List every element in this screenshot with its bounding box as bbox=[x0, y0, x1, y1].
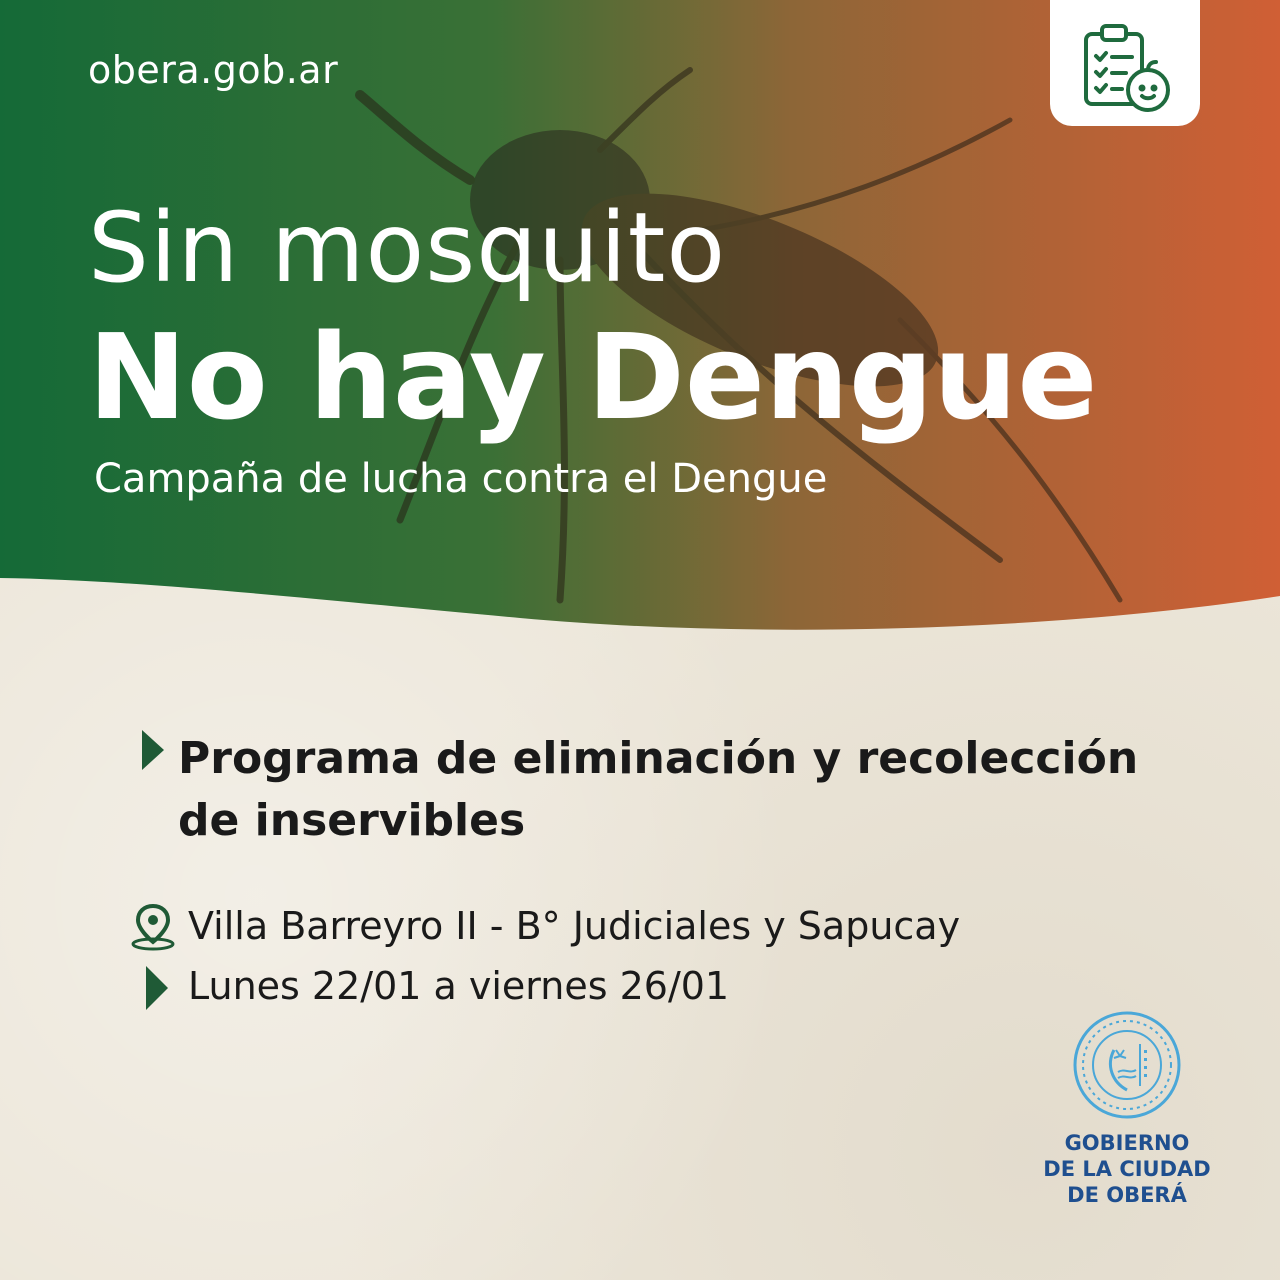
site-url[interactable]: obera.gob.ar bbox=[88, 48, 339, 92]
oberá-seal-icon bbox=[1072, 1010, 1182, 1120]
location-pin-icon bbox=[128, 902, 178, 952]
dates-text: Lunes 22/01 a viernes 26/01 bbox=[188, 964, 730, 1008]
dates-bullet-icon bbox=[142, 964, 172, 1012]
program-line-2: de inservibles bbox=[178, 795, 526, 846]
government-line-1: GOBIERNO bbox=[1064, 1131, 1190, 1155]
program-bullet-icon bbox=[138, 728, 168, 772]
program-badge bbox=[1050, 0, 1200, 126]
title-line-1: Sin mosquito bbox=[88, 192, 727, 304]
clipboard-apple-icon bbox=[1078, 20, 1174, 116]
government-wordmark bbox=[1032, 1130, 1222, 1208]
program-heading bbox=[178, 728, 1158, 852]
program-line-1: Programa de eliminación y recolección bbox=[178, 733, 1139, 784]
government-line-3: DE OBERÁ bbox=[1067, 1183, 1187, 1207]
location-text: Villa Barreyro II - B° Judiciales y Sapucay bbox=[188, 904, 961, 948]
government-line-2: DE LA CIUDAD bbox=[1043, 1157, 1211, 1181]
title-line-2: No hay Dengue bbox=[88, 308, 1098, 446]
campaign-subtitle: Campaña de lucha contra el Dengue bbox=[94, 456, 828, 502]
